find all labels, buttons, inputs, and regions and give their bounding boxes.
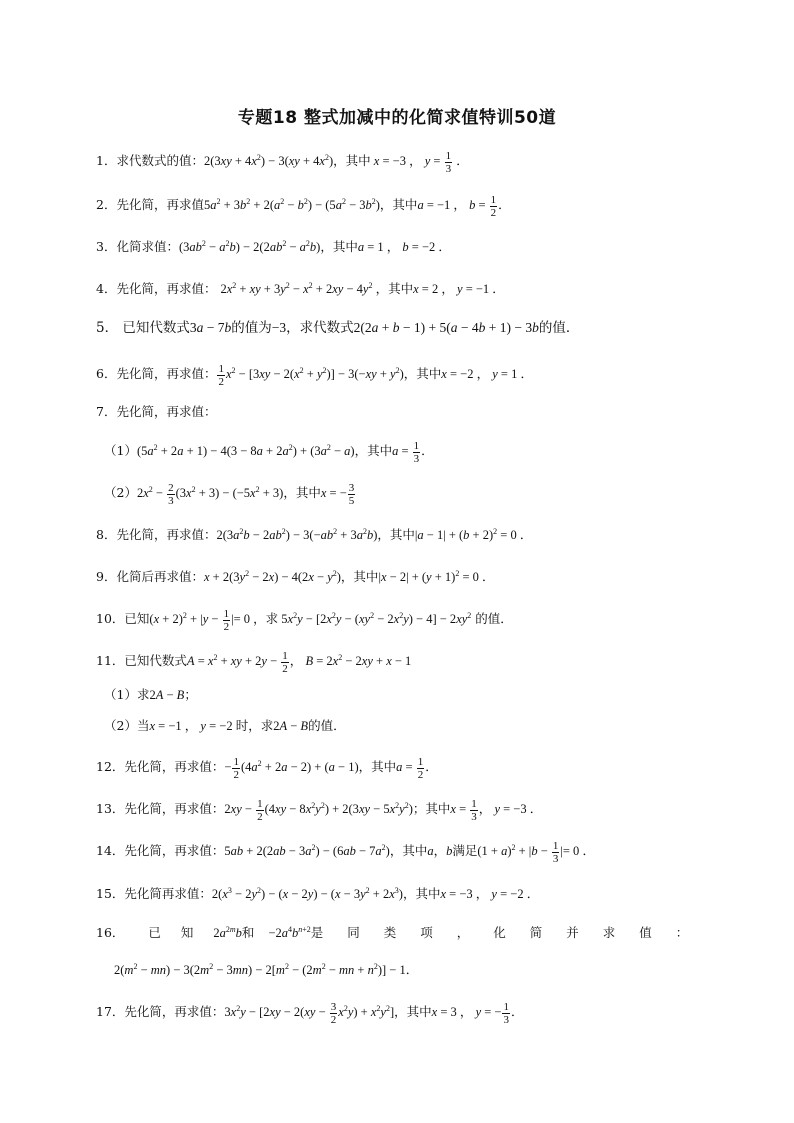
problem-number: 10． — [96, 611, 125, 626]
problem-10: 10．已知$(x + 2)^2 + |y$ − $\frac{1}{2}$ |= 0 ，求 $5x^2y - [2x^2y - (xy^2 - 2x^2y) - 4] - 2xy^2$ 的值． — [96, 607, 513, 633]
part-number: （2） — [104, 485, 137, 500]
problem-number: 8． — [96, 527, 117, 542]
problem-number: 12． — [96, 759, 125, 774]
problem-11-part-2: （2）当x = −1 ， y = −2 时，求2A − B的值． — [104, 718, 346, 733]
problem-13: 13．先化简，再求值：2xy − $\frac{1}{2}$ $(4xy - 8x^2y^2) + 2(3xy - 5x^2y^2)$；其中x = $\frac{1}{3}$ ， y = −3 ． — [96, 797, 543, 823]
problem-number: 13． — [96, 801, 125, 816]
problem-7 — [96, 400, 716, 424]
problem-number: 14． — [96, 843, 125, 858]
problem-9: 9．化简后再求值：$x + 2(3y^2 - 2x) - 4(2x - y^2)$，其中$|x - 2| + (y + 1)^2 = 0$ ． — [96, 569, 495, 584]
problem-7-text: 先化简，再求值： — [116, 404, 217, 419]
problem-12: 12．先化简，再求值：− $\frac{1}{2}$ $(4a^2 + 2a - 2) + (a - 1)$，其中a = $\frac{1}{2}$ ． — [96, 755, 438, 781]
problem-number: 9． — [96, 569, 117, 584]
problem-14: 14．先化简，再求值：$5ab + 2(2ab - 3a^2) - (6ab - 7a^2)$，其中a，b满足$(1 + a)^2 + |b$ − $\frac{1}{3}$ |= 0 ． — [96, 839, 595, 865]
problem-number: 6． — [96, 366, 117, 381]
problem-16-expression: $2(m^2 - mn) - 3(2m^2 - 3mn) - 2[m^2 - (2m^2$ − mn + $n^2)] - 1$． — [114, 962, 419, 977]
problem-number: 15． — [96, 886, 125, 901]
problem-number: 4． — [96, 281, 117, 296]
problem-5: 5． 已知代数式3a − 7b的值为−3，求代数式2(2a + b − 1) + 5(a − 4b + 1) − 3b的值． — [96, 320, 580, 336]
problem-number: 2． — [96, 197, 117, 212]
problem-number: 11． — [96, 653, 125, 668]
problem-number: 16． — [96, 925, 125, 940]
problem-number: 1． — [96, 153, 117, 168]
page-title: 专题18 整式加减中的化简求值特训50道 — [237, 108, 557, 128]
problem-number: 5． — [96, 320, 119, 336]
problem-11-part-1: （1）求2A − B； — [104, 687, 197, 702]
problem-16: 16． 已知$2a^{2m}b$和 $-2a^4b^{n+2}$是同类项，化简并求值： — [96, 925, 713, 940]
problem-1: 1．求代数式的值：$2(3xy + 4x^2) - 3(xy + 4x^2)$，其中 x = −3 ， y = $\frac{1}{3}$ ． — [96, 149, 469, 175]
part-number: （2） — [104, 718, 137, 733]
problem-number: 3． — [96, 239, 117, 254]
problem-number: 17． — [96, 1004, 125, 1019]
problem-11: 11．已知代数式$A = x^2$ + xy + 2y − $\frac{1}{2}$ ， $B = 2x^2 - 2xy + x - 1$ — [96, 649, 412, 675]
problem-3: 3．化简求值：$(3ab^2 - a^2b) - 2(2ab^2 - a^2b)$，其中a = 1 ， b = −2 ． — [96, 239, 451, 254]
problem-6: 6．先化简，再求值： $\frac{1}{2}$ $x^2 - [3xy - 2(x^2 + y^2)] - 3(-xy + y^2)$，其中x = −2 ， y = 1 ． — [96, 362, 533, 388]
problem-7-part-1: $(1)(5a^2 + 2a + 1) - 4(3 - 8a + 2a^2) + (3a^2 - a)$，其中a = $\frac{1}{3}$ ． — [104, 439, 434, 465]
part-number: （1） — [104, 687, 137, 702]
problem-number: 7． — [96, 404, 117, 419]
problem-7-part-2: $(2)2x^2$ − $\frac{2}{3}$ $(3x^2 + 3) - (-5x^2 + 3)$，其中x = − $\frac{3}{5}$ — [104, 481, 355, 507]
problem-17: 17．先化简，再求值：$3x^2y - [2xy - 2(xy$ − $\frac{3}{2}$ $x^2y) + x^2y^2$]，其中x = 3 ， y = − $\frac{1}{3}$ ． — [96, 1000, 524, 1026]
problem-15: 15．先化简再求值：$2(x^3 - 2y^2) - (x - 2y) - (x - 3y^2 + 2x^3)$，其中x = −3 ， y = −2 ． — [96, 886, 540, 901]
problem-4: 4．先化简，再求值： $2x^2$ + xy + $3y^2 - x^2 + 2xy - 4y^2$ ，其中x = 2 ， y = −1 ． — [96, 281, 505, 296]
problem-8: 8．先化简，再求值：$2(3a^2b - 2ab^2) - 3(-ab^2 + 3a^2b)$，其中$|a - 1| + (b + 2)^2 = 0$ ． — [96, 527, 533, 542]
part-number: （1） — [104, 443, 137, 458]
problem-2: 2．先化简，再求值$5a^2 + 3b^2 + 2(a^2 - b^2) - (5a^2 - 3b^2)$，其中a = −1 ， b = $\frac{1}{2}$ ． — [96, 193, 511, 219]
